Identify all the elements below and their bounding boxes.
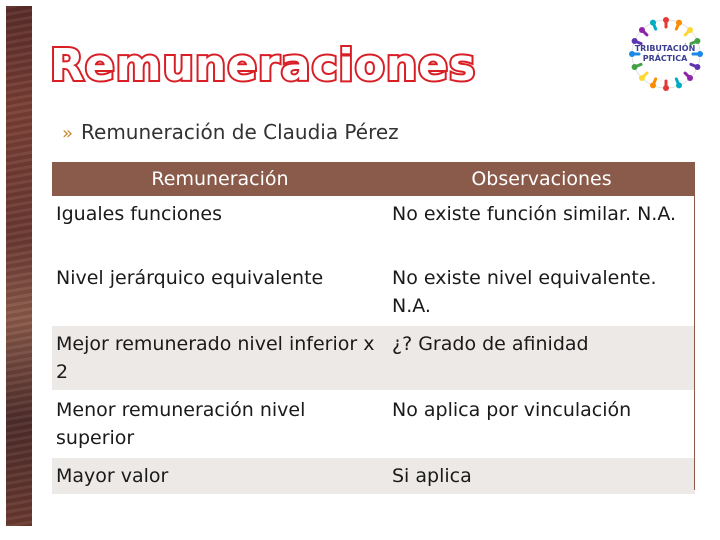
table-cell: Menor remuneración nivel superior: [52, 391, 388, 457]
header-observaciones: Observaciones: [388, 162, 695, 196]
logo-line-1: TRIBUTACIÓN: [634, 44, 696, 53]
table-cell: Si aplica: [388, 457, 695, 495]
table-cell: Mayor valor: [52, 457, 388, 495]
header-remuneracion: Remuneración: [52, 162, 388, 196]
table-row: [52, 196, 695, 259]
table-cell: ¿? Grado de afinidad: [388, 325, 695, 391]
tributacion-practica-logo: [622, 10, 712, 98]
remuneration-table: [52, 162, 695, 496]
table-row: [52, 457, 695, 495]
table-row: [52, 259, 695, 325]
table-header-row: [52, 162, 695, 196]
table-row: [52, 325, 695, 391]
bullet-item: [62, 120, 399, 144]
logo-line-2: PRÁCTICA: [642, 54, 688, 63]
table-cell: No existe nivel equivalente. N.A.: [388, 259, 695, 325]
table-cell: Iguales funciones: [52, 196, 388, 259]
table-cell: No existe función similar. N.A.: [388, 196, 695, 259]
slide-title: Remuneraciones: [50, 40, 477, 91]
table-cell: No aplica por vinculación: [388, 391, 695, 457]
bullet-marker: »: [62, 123, 74, 144]
bullet-text: Remuneración de Claudia Pérez: [81, 120, 399, 144]
table-cell: Mejor remunerado nivel inferior x 2: [52, 325, 388, 391]
table-row: [52, 391, 695, 457]
logo-text: [622, 44, 708, 64]
decorative-side-strip: [6, 6, 32, 526]
table-cell: Nivel jerárquico equivalente: [52, 259, 388, 325]
